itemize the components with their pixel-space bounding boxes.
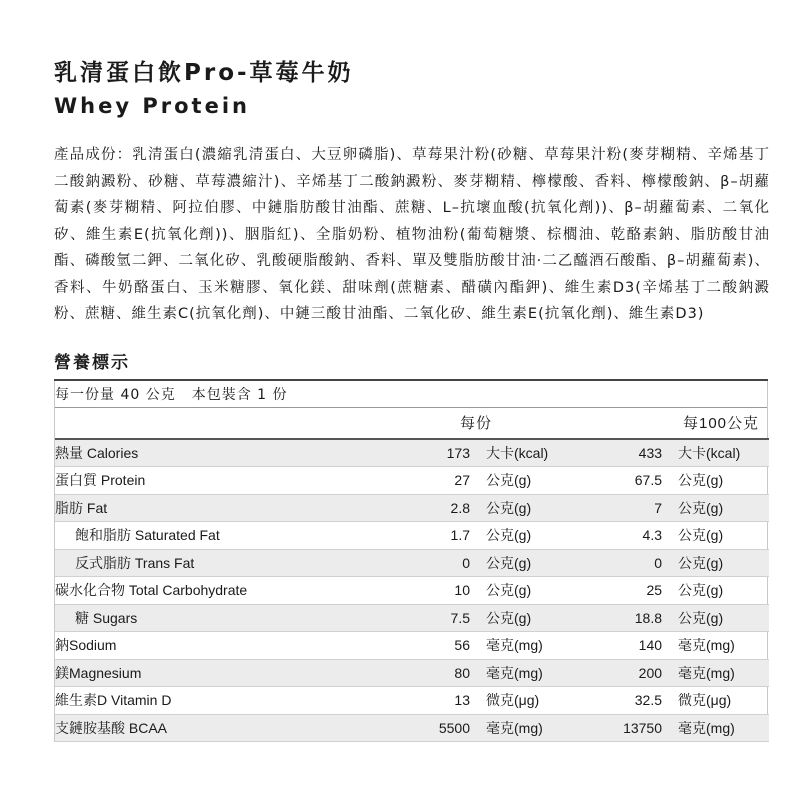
- per-serving-unit: 公克(g): [480, 467, 580, 495]
- nutrient-name: 反式脂肪 Trans Fat: [55, 549, 430, 577]
- per-serving-unit: 公克(g): [480, 494, 580, 522]
- nutrition-row: [55, 659, 769, 687]
- per-serving-unit: 公克(g): [480, 522, 580, 550]
- per-100g-unit: 大卡(kcal): [672, 439, 769, 467]
- per-serving-value: 10: [430, 577, 480, 605]
- nutrition-header-row: [55, 408, 769, 439]
- per-100g-unit: 公克(g): [672, 604, 769, 632]
- column-header-per-100g: 每100公克: [580, 408, 769, 439]
- per-100g-unit: 公克(g): [672, 549, 769, 577]
- per-serving-value: 2.8: [430, 494, 480, 522]
- per-100g-unit: 公克(g): [672, 467, 769, 495]
- nutrition-table: [55, 408, 769, 743]
- nutrition-row: [55, 577, 769, 605]
- per-100g-unit: 公克(g): [672, 522, 769, 550]
- per-100g-value: 0: [580, 549, 672, 577]
- per-100g-value: 18.8: [580, 604, 672, 632]
- per-100g-value: 13750: [580, 714, 672, 742]
- per-100g-value: 4.3: [580, 522, 672, 550]
- nutrition-heading: 營養標示: [54, 352, 768, 381]
- per-serving-value: 0: [430, 549, 480, 577]
- nutrient-name: 碳水化合物 Total Carbohydrate: [55, 577, 430, 605]
- product-label: [54, 56, 768, 742]
- nutrition-row: [55, 549, 769, 577]
- per-serving-unit: 大卡(kcal): [480, 439, 580, 467]
- serving-info: [55, 381, 767, 408]
- column-header-per-serving: 每份: [430, 408, 580, 439]
- nutrient-name: 維生素D Vitamin D: [55, 687, 430, 715]
- product-title-english: Whey Protein: [54, 94, 250, 118]
- nutrition-row: [55, 494, 769, 522]
- nutrient-name: 鈉Sodium: [55, 632, 430, 660]
- nutrient-name: 支鏈胺基酸 BCAA: [55, 714, 430, 742]
- serving-size: 每一份量 40 公克: [55, 386, 176, 403]
- servings-per-pack: 本包裝含 1 份: [191, 386, 288, 403]
- per-serving-value: 173: [430, 439, 480, 467]
- per-serving-value: 80: [430, 659, 480, 687]
- nutrient-name: 熱量 Calories: [55, 439, 430, 467]
- per-serving-value: 27: [430, 467, 480, 495]
- nutrient-name: 脂肪 Fat: [55, 494, 430, 522]
- per-100g-value: 25: [580, 577, 672, 605]
- per-serving-unit: 毫克(mg): [480, 659, 580, 687]
- per-serving-value: 1.7: [430, 522, 480, 550]
- per-100g-value: 433: [580, 439, 672, 467]
- per-100g-unit: 公克(g): [672, 577, 769, 605]
- nutrient-name: 鎂Magnesium: [55, 659, 430, 687]
- per-100g-value: 67.5: [580, 467, 672, 495]
- per-100g-unit: 毫克(mg): [672, 659, 769, 687]
- per-serving-value: 13: [430, 687, 480, 715]
- nutrient-name: 飽和脂肪 Saturated Fat: [55, 522, 430, 550]
- per-100g-unit: 公克(g): [672, 494, 769, 522]
- nutrition-row: [55, 604, 769, 632]
- per-serving-unit: 公克(g): [480, 577, 580, 605]
- per-100g-value: 140: [580, 632, 672, 660]
- nutrition-row: [55, 439, 769, 467]
- per-serving-unit: 毫克(mg): [480, 714, 580, 742]
- nutrition-row: [55, 632, 769, 660]
- nutrition-row: [55, 687, 769, 715]
- nutrition-facts-box: [54, 381, 768, 743]
- nutrition-row: [55, 467, 769, 495]
- per-100g-unit: 毫克(mg): [672, 632, 769, 660]
- per-100g-unit: 微克(μg): [672, 687, 769, 715]
- per-serving-unit: 公克(g): [480, 604, 580, 632]
- per-100g-unit: 毫克(mg): [672, 714, 769, 742]
- per-serving-value: 7.5: [430, 604, 480, 632]
- nutrition-row: [55, 522, 769, 550]
- per-serving-unit: 公克(g): [480, 549, 580, 577]
- nutrient-name: 蛋白質 Protein: [55, 467, 430, 495]
- product-title-chinese: 乳清蛋白飲Pro-草莓牛奶: [54, 60, 354, 86]
- per-serving-unit: 毫克(mg): [480, 632, 580, 660]
- per-100g-value: 32.5: [580, 687, 672, 715]
- ingredients-text: 產品成份：乳清蛋白(濃縮乳清蛋白、大豆卵磷脂)、草莓果汁粉(砂糖、草莓果汁粉(麥芽糊精、辛烯基丁二酸鈉澱粉、砂糖、草莓濃縮汁)、辛烯基丁二酸鈉澱粉、麥芽糊精、檸檬酸、香料、檸檬酸鈉、β–胡蘿蔔素(麥芽糊精、阿拉伯膠、中鏈脂肪酸甘油酯、蔗糖、L–抗壞血酸(抗氧化劑))、β–胡蘿蔔素、二氧化矽、維生素E(抗氧化劑))、胭脂紅)、全脂奶粉、植物油粉(葡萄糖漿、棕櫚油、乾酪素鈉、脂肪酸甘油酯、磷酸氫二鉀、二氧化矽、乳酸硬脂酸鈉、香料、單及雙脂肪酸甘油·二乙醯酒石酸酯、β–胡蘿蔔素)、香料、牛奶酪蛋白、玉米糖膠、氧化鎂、甜味劑(蔗糖素、醋磺內酯鉀)、維生素D3(辛烯基丁二酸鈉澱粉、蔗糖、維生素C(抗氧化劑)、中鏈三酸甘油酯、二氧化矽、維生素E(抗氧化劑)、維生素D3): [54, 147, 770, 322]
- nutrition-row: [55, 714, 769, 742]
- per-serving-value: 56: [430, 632, 480, 660]
- per-100g-value: 7: [580, 494, 672, 522]
- per-serving-unit: 微克(μg): [480, 687, 580, 715]
- nutrient-name: 糖 Sugars: [55, 604, 430, 632]
- per-100g-value: 200: [580, 659, 672, 687]
- per-serving-value: 5500: [430, 714, 480, 742]
